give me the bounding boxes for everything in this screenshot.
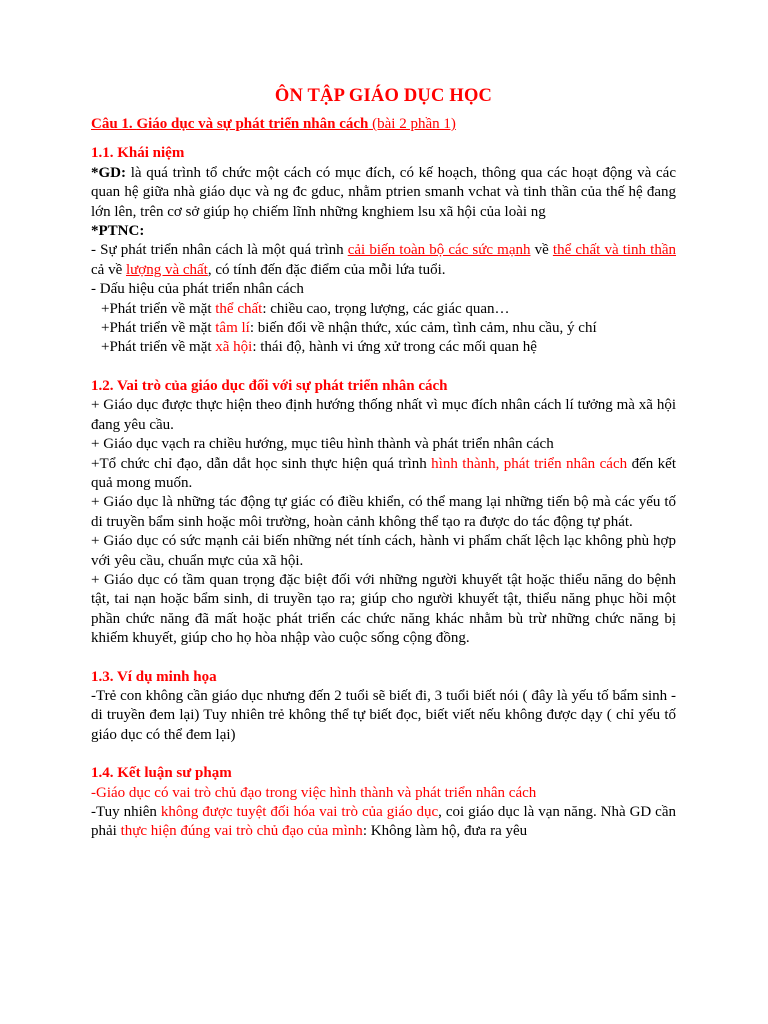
ptnc-definition: - Sự phát triển nhân cách là một quá trình cải biến toàn bộ các sức mạnh về thể chất và tinh thần cả về lượng và chất, có tính đến đặc điểm của mỗi lứa tuổi. (91, 242, 676, 278)
signs-intro: - Dấu hiệu của phát triển nhân cách (91, 281, 304, 298)
example-text: -Trẻ con không cần giáo dục nhưng đến 2 tuổi sẽ biết đi, 3 tuổi biết nói ( đây là yếu tố bẩm sinh - di truyền đem lại) Tuy nhiên trẻ không thể tự biết đọc, biết viết nếu không được dạy ( chỉ yếu tố giáo dục có thể đem lại) (91, 687, 676, 743)
conclusion-item-2: -Tuy nhiên không được tuyệt đối hóa vai trò của giáo dục, coi giáo dục là vạn năng. Nhà GD cần phải thực hiện đúng vai trò chủ đạo của mình: Không làm hộ, đưa ra yêu (91, 804, 676, 840)
section-1-4-heading: 1.4. Kết luận sư phạm (91, 765, 232, 782)
role-item-6: + Giáo dục có tầm quan trọng đặc biệt đối với những người khuyết tật hoặc thiểu năng do bệnh tật, tai nạn hoặc bẩm sinh, di truyền tạo ra; giúp cho người khuyết tật, thiểu năng phục hồi một phần chức năng đã mất hoặc phát triển các chức năng khác nhằm bù trừ những chức năng bị khiếm khuyết, giúp cho họ hòa nhập vào cuộc sống cộng đồng. (91, 571, 676, 647)
sign-social: +Phát triển về mặt xã hội: thái độ, hành vi ứng xử trong các mối quan hệ (101, 339, 537, 356)
gd-definition: *GD: là quá trình tổ chức một cách có mục đích, có kế hoạch, thông qua các hoạt động và các quan hệ giữa nhà giáo dục và ng đc gduc, nhằm ptrien smanh vchat và tinh thần của thế hệ đang lớn lên, trên cơ sở giúp họ chiếm lĩnh những knghiem lsu xã hội của loài ng (91, 164, 676, 220)
role-item-3: +Tổ chức chỉ đạo, dẫn dắt học sinh thực hiện quá trình hình thành, phát triển nhân cách đến kết quả mong muốn. (91, 455, 676, 491)
role-item-2: + Giáo dục vạch ra chiều hướng, mục tiêu hình thành và phát triển nhân cách (91, 436, 554, 453)
sign-physical: +Phát triển về mặt thể chất: chiều cao, trọng lượng, các giác quan… (101, 300, 510, 317)
section-1-2-heading: 1.2. Vai trò của giáo dục đối với sự phát triển nhân cách (91, 377, 448, 394)
section-1-3-heading: 1.3. Ví dụ minh họa (91, 668, 217, 685)
role-item-1: + Giáo dục được thực hiện theo định hướng thống nhất vì mục đích nhân cách lí tưởng mà xã hội đang yêu cầu. (91, 397, 676, 433)
sign-psychological: +Phát triển về mặt tâm lí: biến đổi về nhận thức, xúc cảm, tình cảm, nhu cầu, ý chí (101, 320, 597, 337)
document-page (91, 86, 676, 842)
role-item-5: + Giáo dục có sức mạnh cải biến những nét tính cách, hành vi phẩm chất lệch lạc không phù hợp với yêu cầu, chuẩn mực của xã hội. (91, 533, 676, 569)
role-item-4: + Giáo dục là những tác động tự giác có điều khiển, có thể mang lại những tiến bộ mà các yếu tố di truyền bẩm sinh hoặc môi trường, hoàn cảnh không thể tạo ra được do tác động tự phát. (91, 494, 676, 530)
page-title: ÔN TẬP GIÁO DỤC HỌC (274, 86, 493, 106)
question-1-heading: Câu 1. Giáo dục và sự phát triển nhân cách (bài 2 phần 1) (91, 116, 456, 132)
conclusion-item-1: -Giáo dục có vai trò chủ đạo trong việc hình thành và phát triển nhân cách (91, 784, 537, 801)
ptnc-label: *PTNC: (91, 223, 145, 240)
section-1-1-heading: 1.1. Khái niệm (91, 145, 185, 162)
